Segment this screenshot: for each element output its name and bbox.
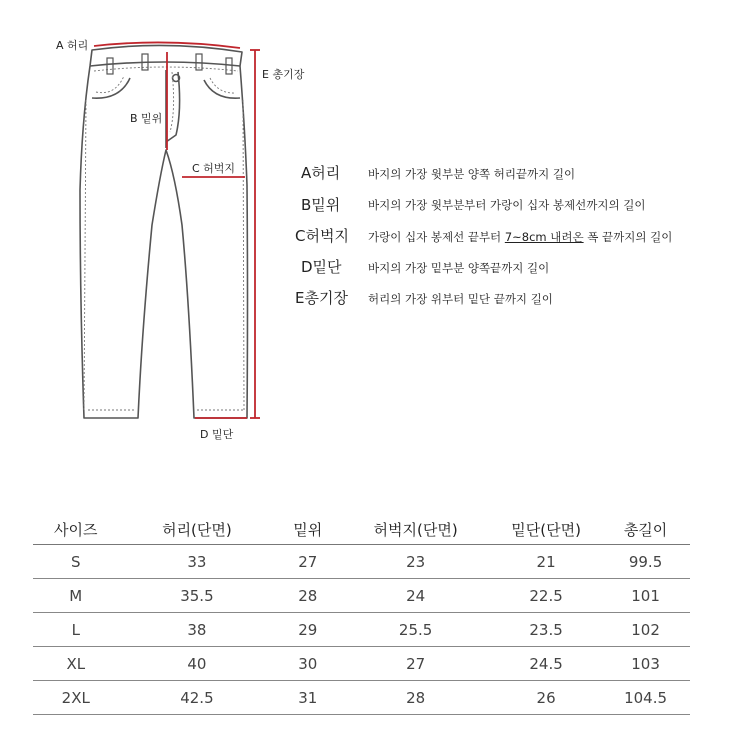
hem-label: D 밑단: [200, 428, 234, 441]
rise-label: B 밑위: [130, 112, 163, 125]
legend-key-hem: D밑단: [301, 258, 342, 276]
cell-rise: 30: [275, 647, 340, 681]
length-label: E 총기장: [262, 68, 305, 81]
cell-hem: 26: [491, 681, 601, 715]
cell-waist: 33: [119, 545, 276, 579]
cell-thigh: 28: [340, 681, 491, 715]
cell-length: 101: [601, 579, 690, 613]
cell-waist: 42.5: [119, 681, 276, 715]
header-thigh: 허벅지(단면): [340, 514, 491, 545]
cell-thigh: 27: [340, 647, 491, 681]
size-table: [33, 514, 690, 715]
waist-label: A 허리: [56, 39, 89, 52]
cell-rise: 28: [275, 579, 340, 613]
pants-outline: [80, 45, 248, 418]
legend-key-thigh: C허벅지: [295, 227, 349, 245]
legend-key-waist: A허리: [301, 164, 341, 182]
cell-size: XL: [33, 647, 119, 681]
cell-size: L: [33, 613, 119, 647]
cell-thigh: 24: [340, 579, 491, 613]
cell-length: 104.5: [601, 681, 690, 715]
cell-size: M: [33, 579, 119, 613]
cell-thigh: 23: [340, 545, 491, 579]
header-size: 사이즈: [33, 514, 119, 545]
header-waist: 허리(단면): [119, 514, 276, 545]
table-row: [33, 579, 690, 613]
header-rise: 밑위: [275, 514, 340, 545]
cell-rise: 27: [275, 545, 340, 579]
legend-desc-thigh-pre: 가랑이 십자 봉제선 끝부터: [368, 230, 505, 244]
cell-rise: 29: [275, 613, 340, 647]
cell-hem: 23.5: [491, 613, 601, 647]
table-row: [33, 545, 690, 579]
header-length: 총길이: [601, 514, 690, 545]
legend-desc-thigh-post: 폭 끝까지의 길이: [583, 230, 673, 244]
cell-length: 103: [601, 647, 690, 681]
legend-desc-waist: 바지의 가장 윗부분 양쪽 허리끝까지 길이: [368, 167, 576, 181]
cell-size: 2XL: [33, 681, 119, 715]
thigh-label: C 허벅지: [192, 162, 236, 175]
legend-desc-thigh: [368, 229, 672, 245]
legend-desc-hem: 바지의 가장 밑부분 양쪽끝까지 길이: [368, 261, 550, 275]
legend-key-rise: B밑위: [301, 196, 341, 214]
header-hem: 밑단(단면): [491, 514, 601, 545]
cell-waist: 35.5: [119, 579, 276, 613]
cell-length: 99.5: [601, 545, 690, 579]
legend-desc-length: 허리의 가장 위부터 밑단 끝까지 길이: [368, 292, 553, 306]
legend-key-length: E총기장: [295, 289, 348, 307]
legend-desc-rise: 바지의 가장 윗부분부터 가랑이 십자 봉제선까지의 길이: [368, 198, 646, 212]
cell-waist: 40: [119, 647, 276, 681]
table-row: [33, 647, 690, 681]
table-row: [33, 613, 690, 647]
cell-thigh: 25.5: [340, 613, 491, 647]
cell-length: 102: [601, 613, 690, 647]
cell-size: S: [33, 545, 119, 579]
cell-rise: 31: [275, 681, 340, 715]
size-table-header-row: [33, 514, 690, 545]
cell-hem: 21: [491, 545, 601, 579]
cell-hem: 24.5: [491, 647, 601, 681]
legend-desc-thigh-underline: 7~8cm 내려온: [504, 230, 584, 244]
cell-waist: 38: [119, 613, 276, 647]
table-row: [33, 681, 690, 715]
cell-hem: 22.5: [491, 579, 601, 613]
